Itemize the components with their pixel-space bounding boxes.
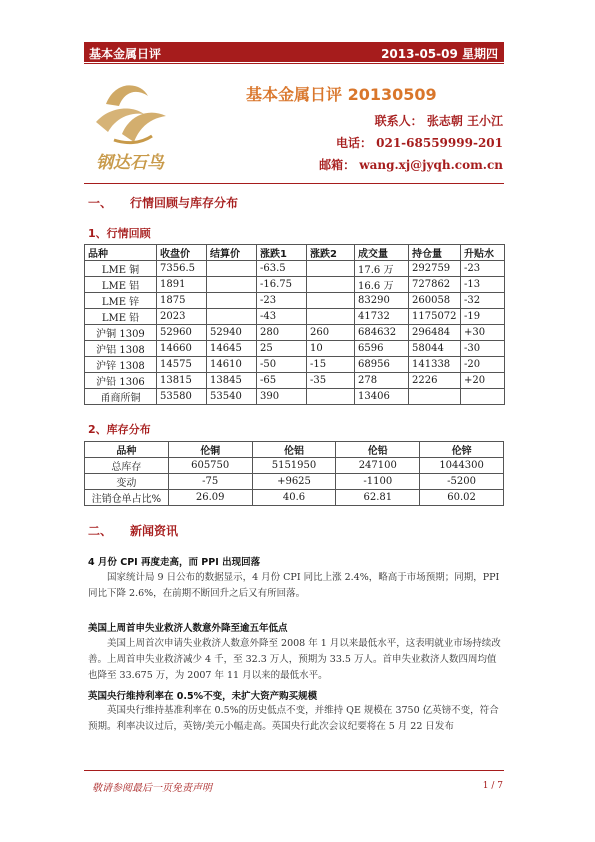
market-table-cell: 83290 bbox=[355, 293, 409, 309]
market-table-cell: 14610 bbox=[207, 357, 257, 373]
market-table-cell: LME 锌 bbox=[85, 293, 157, 309]
market-table-cell: 53580 bbox=[157, 389, 207, 405]
section-1-number: 一、 bbox=[88, 196, 113, 210]
logo-text: 钢达石鸟 bbox=[96, 153, 164, 172]
inventory-table bbox=[84, 441, 504, 506]
market-table-cell: 52960 bbox=[157, 325, 207, 341]
market-table-cell: 684632 bbox=[355, 325, 409, 341]
market-table-cell bbox=[307, 261, 355, 277]
table-row bbox=[85, 389, 505, 405]
market-table-cell: LME 铅 bbox=[85, 309, 157, 325]
market-table-cell: 2226 bbox=[409, 373, 461, 389]
market-table-cell: -19 bbox=[461, 309, 505, 325]
market-table-cell: 1891 bbox=[157, 277, 207, 293]
inventory-table-cell: 60.02 bbox=[420, 490, 504, 506]
market-table-header-cell: 品种 bbox=[85, 245, 157, 261]
inventory-table-header-cell: 伦铅 bbox=[336, 442, 420, 458]
market-table-cell bbox=[207, 293, 257, 309]
logo-icon bbox=[86, 74, 174, 172]
market-table-cell: 13406 bbox=[355, 389, 409, 405]
news-body-2: 美国上周首次申请失业救济人数意外降至 2008 年 1 月以来最低水平，这表明就业市场持续改善。上周首申失业救济减少 4 千，至 32.3 万人，预期为 33.5 万人。首申失业救济人数四周均值也降至 33.675 万，为 2007 年 11 月以来的最低水平。 bbox=[88, 638, 501, 681]
market-table-cell bbox=[409, 389, 461, 405]
section-2-number: 二、 bbox=[88, 524, 113, 538]
table-row bbox=[85, 277, 505, 293]
table-row bbox=[85, 490, 504, 506]
market-table bbox=[84, 244, 505, 405]
report-title: 基本金属日评 20130509 bbox=[246, 85, 437, 104]
market-table-cell: -65 bbox=[257, 373, 307, 389]
table-row bbox=[85, 373, 505, 389]
market-table-cell: 280 bbox=[257, 325, 307, 341]
market-table-cell: 沪铅 1306 bbox=[85, 373, 157, 389]
market-table-cell bbox=[307, 277, 355, 293]
market-table-cell: 390 bbox=[257, 389, 307, 405]
market-table-header-cell: 结算价 bbox=[207, 245, 257, 261]
inventory-table-cell: -1100 bbox=[336, 474, 420, 490]
table-row bbox=[85, 309, 505, 325]
subsection-inventory: 2、库存分布 bbox=[88, 423, 151, 436]
header-date: 2013-05-09 星期四 bbox=[381, 47, 498, 61]
table-row bbox=[85, 261, 505, 277]
market-table-cell: 13845 bbox=[207, 373, 257, 389]
market-table-cell: 14645 bbox=[207, 341, 257, 357]
table-row bbox=[85, 357, 505, 373]
market-table-cell: 7356.5 bbox=[157, 261, 207, 277]
inventory-table-cell: 总库存 bbox=[85, 458, 169, 474]
market-table-cell: 260058 bbox=[409, 293, 461, 309]
market-table-header-cell: 成交量 bbox=[355, 245, 409, 261]
table-row bbox=[85, 458, 504, 474]
market-table-cell: +20 bbox=[461, 373, 505, 389]
inventory-table-cell: 247100 bbox=[336, 458, 420, 474]
market-table-cell: 52940 bbox=[207, 325, 257, 341]
market-table-cell: 14660 bbox=[157, 341, 207, 357]
header-bar bbox=[84, 42, 504, 62]
market-table-cell: 141338 bbox=[409, 357, 461, 373]
news-body-3: 英国央行维持基准利率在 0.5%的历史低点不变，并维持 QE 规模在 3750 亿英镑不变，符合预期。利率决议过后，英镑/美元小幅走高。英国央行此次会议纪要将在 5 月 22 日发布 bbox=[88, 705, 499, 732]
news-headline-3: 英国央行维持利率在 0.5%不变，未扩大资产购买规模 bbox=[88, 691, 318, 702]
table-row bbox=[85, 474, 504, 490]
market-table-cell: 沪铜 1309 bbox=[85, 325, 157, 341]
market-table-cell: -23 bbox=[461, 261, 505, 277]
market-table-cell: 10 bbox=[307, 341, 355, 357]
market-table-cell bbox=[207, 261, 257, 277]
market-table-cell: -63.5 bbox=[257, 261, 307, 277]
market-table-cell: 16.6 万 bbox=[355, 277, 409, 293]
market-table-cell: LME 铜 bbox=[85, 261, 157, 277]
inventory-table-cell: -5200 bbox=[420, 474, 504, 490]
section-1-title: 行情回顾与库存分布 bbox=[130, 196, 239, 210]
inventory-table-cell: +9625 bbox=[252, 474, 336, 490]
market-table-cell: 727862 bbox=[409, 277, 461, 293]
inventory-table-header-cell: 伦锌 bbox=[420, 442, 504, 458]
inventory-table-cell: 40.6 bbox=[252, 490, 336, 506]
news-headline-2: 美国上周首申失业救济人数意外降至逾五年低点 bbox=[88, 623, 288, 634]
market-table-cell: -20 bbox=[461, 357, 505, 373]
market-table-cell: -16.75 bbox=[257, 277, 307, 293]
news-headline-1: 4 月份 CPI 再度走高，而 PPI 出现回落 bbox=[88, 557, 261, 568]
header-left: 基本金属日评 bbox=[89, 47, 162, 61]
inventory-table-cell: -75 bbox=[168, 474, 252, 490]
market-table-header-cell: 收盘价 bbox=[157, 245, 207, 261]
inventory-table-header bbox=[85, 442, 504, 458]
inventory-table-cell: 注销仓单占比% bbox=[85, 490, 169, 506]
market-table-header-cell: 升贴水 bbox=[461, 245, 505, 261]
market-table-cell: 14575 bbox=[157, 357, 207, 373]
contact-email: 邮箱： wang.xj@jyqh.com.cn bbox=[319, 158, 503, 172]
market-table-header-cell: 涨跌1 bbox=[257, 245, 307, 261]
subsection-market-review: 1、行情回顾 bbox=[88, 227, 151, 240]
market-table-cell: 41732 bbox=[355, 309, 409, 325]
market-table-cell: 278 bbox=[355, 373, 409, 389]
table-row bbox=[85, 293, 505, 309]
market-table-cell: +30 bbox=[461, 325, 505, 341]
footer-disclaimer-note: 敬请参阅最后一页免责声明 bbox=[92, 783, 212, 794]
inventory-table-cell: 1044300 bbox=[420, 458, 504, 474]
inventory-table-cell: 62.81 bbox=[336, 490, 420, 506]
section-2-title: 新闻资讯 bbox=[130, 524, 179, 538]
market-table-cell: -32 bbox=[461, 293, 505, 309]
market-table-cell: 沪铝 1308 bbox=[85, 341, 157, 357]
market-table-cell: 260 bbox=[307, 325, 355, 341]
market-table-header bbox=[85, 245, 505, 261]
market-table-cell bbox=[207, 309, 257, 325]
inventory-table-cell: 5151950 bbox=[252, 458, 336, 474]
market-table-cell: -30 bbox=[461, 341, 505, 357]
inventory-table-cell: 605750 bbox=[168, 458, 252, 474]
market-table-cell: -23 bbox=[257, 293, 307, 309]
market-table-cell: 沪锌 1308 bbox=[85, 357, 157, 373]
news-body-1: 国家统计局 9 日公布的数据显示，4 月份 CPI 同比上涨 2.4%，略高于市场预期；同期，PPI 同比下降 2.6%，在前期不断回升之后又有所回落。 bbox=[88, 572, 500, 599]
market-table-cell: 58044 bbox=[409, 341, 461, 357]
market-table-cell bbox=[307, 293, 355, 309]
market-table-header-cell: 持仓量 bbox=[409, 245, 461, 261]
market-table-cell: 17.6 万 bbox=[355, 261, 409, 277]
market-table-cell: 1875 bbox=[157, 293, 207, 309]
market-table-cell: LME 铝 bbox=[85, 277, 157, 293]
market-table-cell: -15 bbox=[307, 357, 355, 373]
market-table-cell bbox=[207, 277, 257, 293]
market-table-cell: -50 bbox=[257, 357, 307, 373]
contact-phone: 电话： 021-68559999-201 bbox=[335, 136, 503, 150]
market-table-cell: 53540 bbox=[207, 389, 257, 405]
footer-rule bbox=[84, 770, 504, 771]
market-table-cell: 13815 bbox=[157, 373, 207, 389]
market-table-cell: 2023 bbox=[157, 309, 207, 325]
inventory-table-header-cell: 伦铝 bbox=[252, 442, 336, 458]
company-logo bbox=[86, 74, 174, 172]
header-rule bbox=[84, 63, 504, 64]
market-table-cell bbox=[461, 389, 505, 405]
inventory-table-cell: 变动 bbox=[85, 474, 169, 490]
market-table-cell bbox=[307, 389, 355, 405]
market-table-cell: 296484 bbox=[409, 325, 461, 341]
inventory-table-header-cell: 品种 bbox=[85, 442, 169, 458]
contact-people: 联系人： 张志朝 王小江 bbox=[374, 114, 503, 128]
header-divider bbox=[84, 183, 504, 184]
market-table-cell: 甬商所铜 bbox=[85, 389, 157, 405]
inventory-table-header-cell: 伦铜 bbox=[168, 442, 252, 458]
table-row bbox=[85, 325, 505, 341]
market-table-cell: -43 bbox=[257, 309, 307, 325]
inventory-table-cell: 26.09 bbox=[168, 490, 252, 506]
market-table-cell: 292759 bbox=[409, 261, 461, 277]
table-row bbox=[85, 341, 505, 357]
market-table-cell: 25 bbox=[257, 341, 307, 357]
market-table-cell: -13 bbox=[461, 277, 505, 293]
market-table-cell: 1175072 bbox=[409, 309, 461, 325]
market-table-cell bbox=[307, 309, 355, 325]
market-table-cell: 6596 bbox=[355, 341, 409, 357]
market-table-cell: -35 bbox=[307, 373, 355, 389]
market-table-header-cell: 涨跌2 bbox=[307, 245, 355, 261]
market-table-cell: 68956 bbox=[355, 357, 409, 373]
page-number: 1 / 7 bbox=[482, 781, 503, 791]
